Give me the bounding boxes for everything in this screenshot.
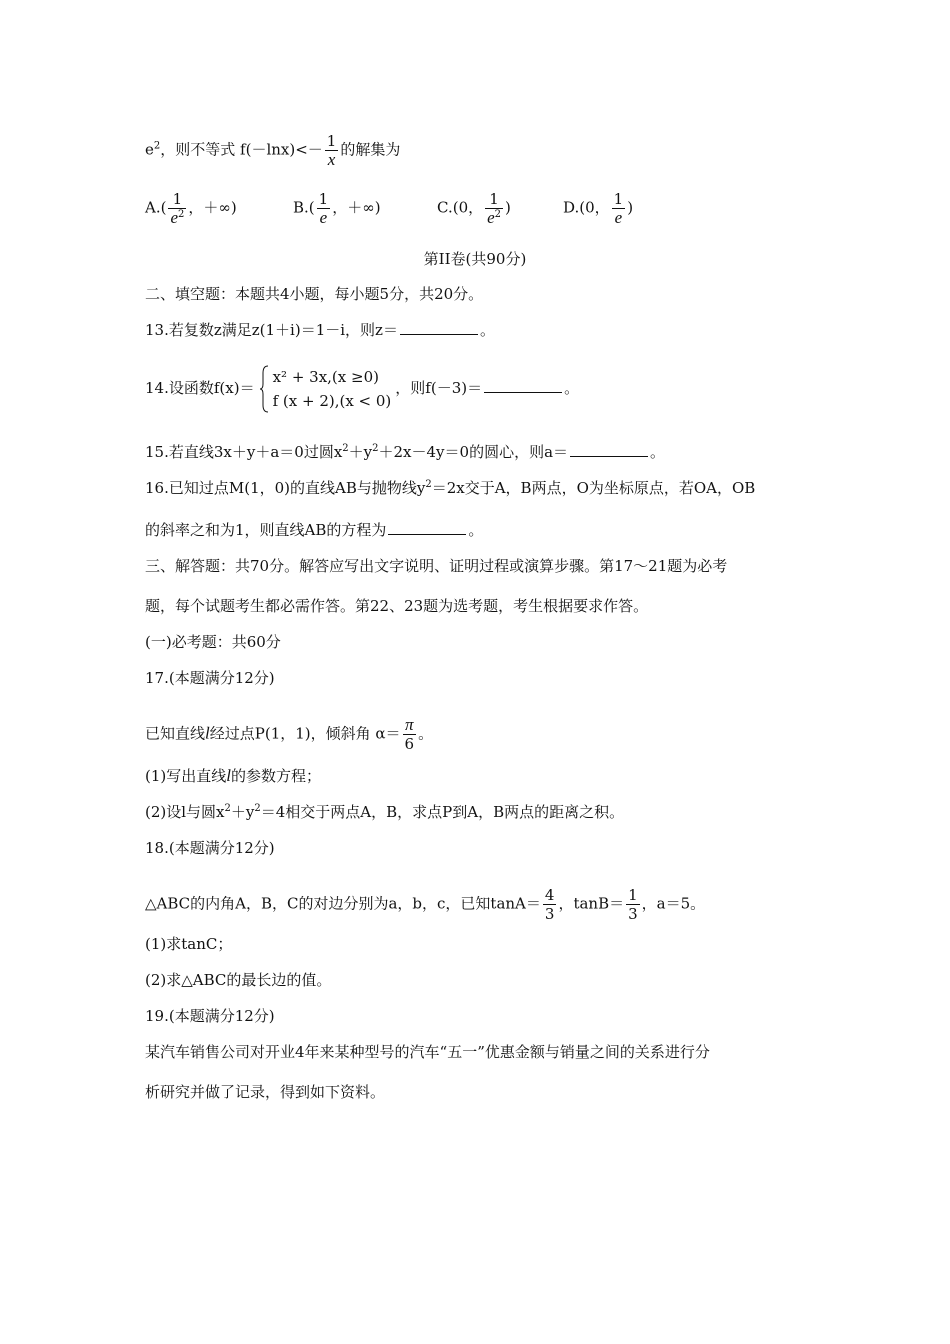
question-17-title: 17.(本题满分12分) — [145, 669, 275, 687]
question-18-title: 18.(本题满分12分) — [145, 839, 275, 857]
question-17-part-1: (1)写出直线l的参数方程； — [145, 766, 321, 785]
answer-blank — [388, 520, 466, 535]
question-18-part-2: (2)求△ABC的最长边的值。 — [145, 971, 332, 989]
choice-a: A.( $\frac{1}{e^2}$ ，＋∞) — [145, 190, 237, 227]
choice-c: C.(0， $\frac{1}{e^2}$ ) — [437, 190, 511, 227]
question-18-part-1: (1)求tanC； — [145, 935, 233, 953]
fill-blank-header: 二、填空题：本题共4小题，每小题5分，共20分。 — [145, 285, 484, 303]
question-15: 15.若直线3x＋y＋a＝0过圆$x^2+y^2+2x-4y=0$的圆心，则a＝ 。 — [145, 443, 666, 461]
question-14: 14.设函数f(x)＝ x² + 3x,(x ≥0) f (x + 2),(x < 0) ，则f(－3)＝ 。 — [145, 362, 579, 414]
answer-blank — [570, 442, 648, 457]
section-title: 第II卷(共90分) — [423, 250, 527, 268]
question-17-part-2: (2)设l与圆$x^2+y^2=4$相交于两点A，B，求点P到A，B两点的距离之积。 — [145, 803, 625, 821]
solve-header-line-1: 三、解答题：共70分。解答应写出文字说明、证明过程或演算步骤。第17～21题为必考 — [145, 557, 728, 575]
answer-blank — [484, 378, 562, 393]
solve-header-line-2: 题，每个试题考生都必需作答。第22、23题为选考题，考生根据要求作答。 — [145, 597, 649, 615]
question-16-line-2: 的斜率之和为1，则直线AB的方程为 。 — [145, 521, 484, 539]
q12-continuation: $e^2$，则不等式 f(－lnx)<－ $\frac{1}{x}$ 的解集为 — [145, 132, 401, 169]
question-18-stem: △ABC的内角A，B，C的对边分别为a，b，c，已知tanA＝ $\frac{4}{3}$ ，tanB＝ $\frac{1}{3}$ ，a＝5。 — [145, 886, 706, 923]
choice-b: B.( $\frac{1}{e}$ ，＋∞) — [293, 190, 381, 227]
question-17-stem: 已知直线l经过点P(1，1)，倾斜角 α＝ $\frac{\pi}{6}$ 。 — [145, 715, 434, 753]
question-13: 13.若复数z满足z(1＋i)＝1－i，则z＝ 。 — [145, 321, 495, 339]
question-19-line-1: 某汽车销售公司对开业4年来某种型号的汽车“五一”优惠金额与销量之间的关系进行分 — [145, 1043, 710, 1061]
fraction-1-over-x: $\frac{1}{x}$ — [326, 132, 337, 169]
question-19-line-2: 析研究并做了记录，得到如下资料。 — [145, 1083, 386, 1101]
question-16-line-1: 16.已知过点M(1，0)的直线AB与抛物线$y^2=2x$交于A，B两点，O为坐标原点，若OA，OB — [145, 479, 756, 497]
left-brace-icon — [259, 365, 269, 413]
piecewise-function: x² + 3x,(x ≥0) f (x + 2),(x < 0) — [259, 365, 392, 413]
choice-d: D.(0， $\frac{1}{e}$ ) — [563, 190, 634, 227]
question-19-title: 19.(本题满分12分) — [145, 1007, 275, 1025]
answer-blank — [400, 320, 478, 335]
required-header: (一)必考题：共60分 — [145, 633, 281, 651]
